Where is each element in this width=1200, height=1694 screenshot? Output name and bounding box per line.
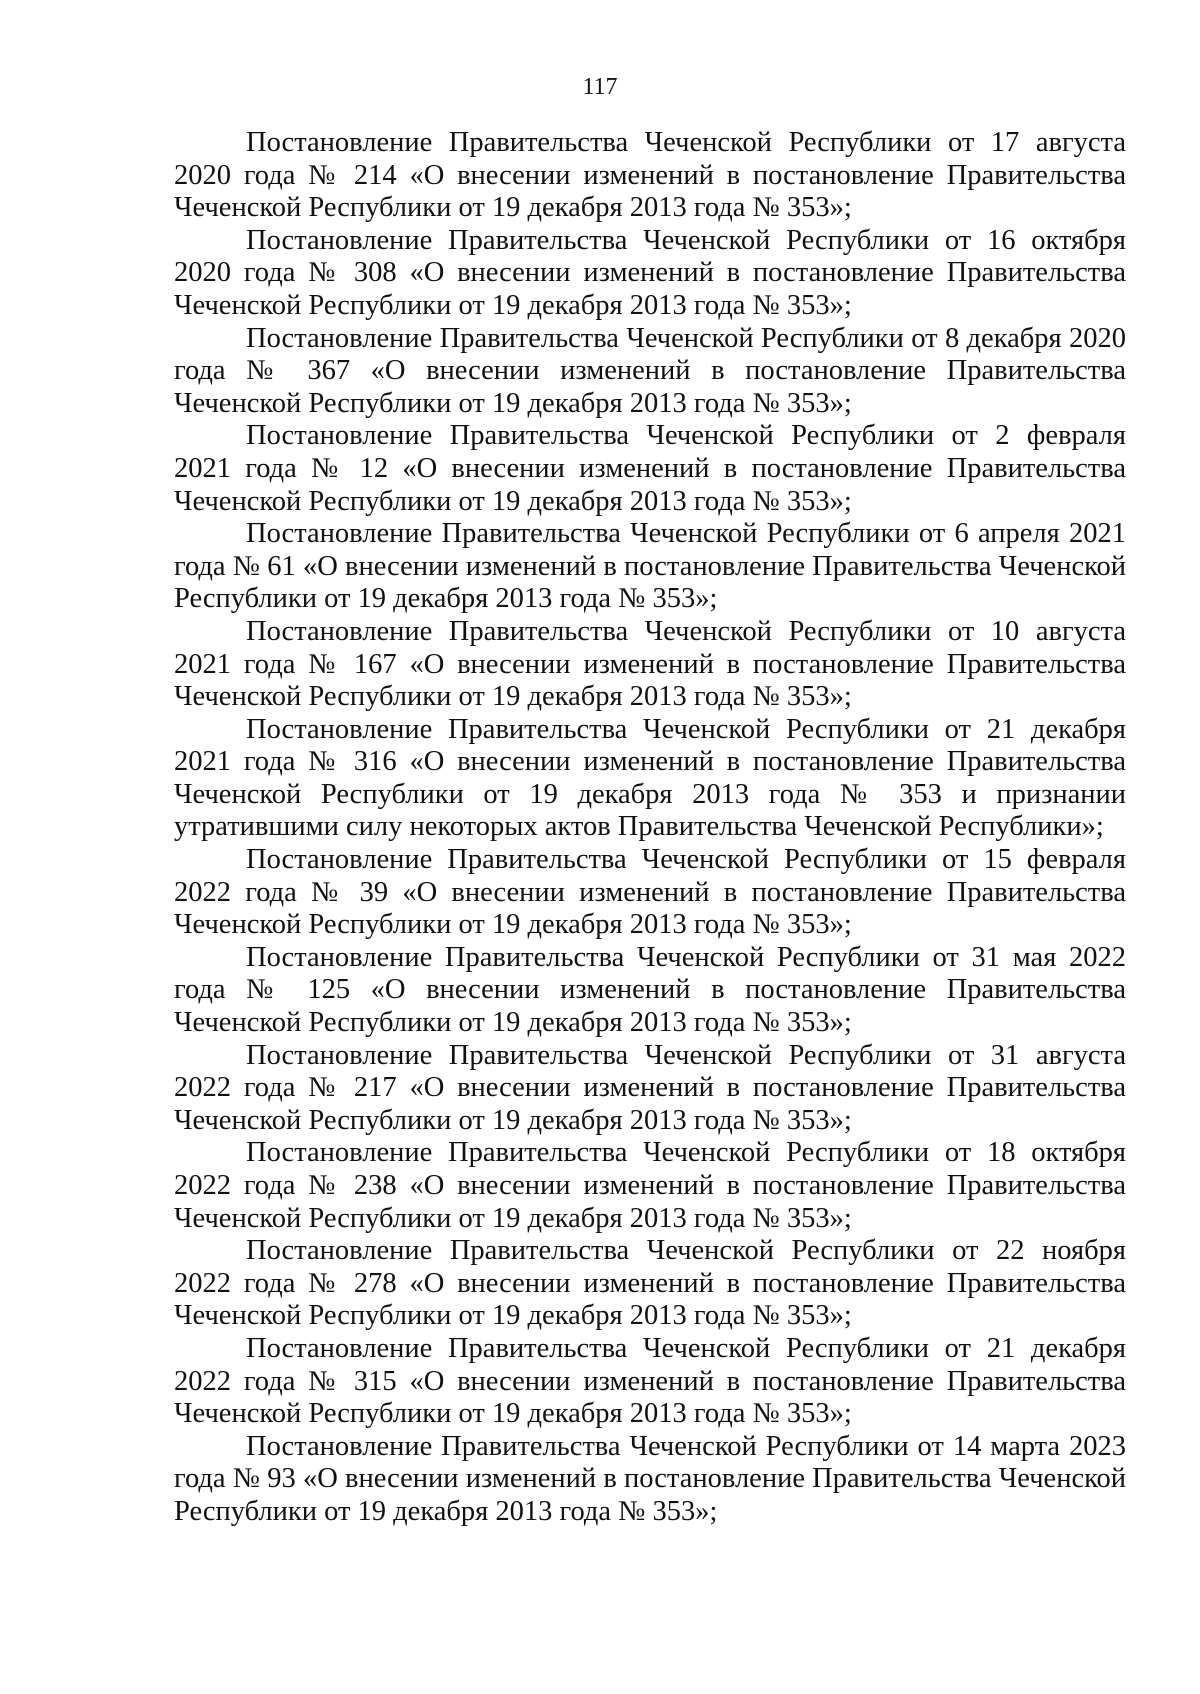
resolution-item: Постановление Правительства Чеченской Республики от 2 февраля 2021 года № 12 «О внесении изменений в постановление Правительства Чеченской Республики от 19 декабря 2013 года № 353»; [174, 420, 1126, 517]
resolution-item: Постановление Правительства Чеченской Республики от 10 августа 2021 года № 167 «О внесении изменений в постановление Правительства Чеченской Республики от 19 декабря 2013 года № 353»; [174, 615, 1126, 713]
resolution-item: Постановление Правительства Чеченской Республики от 18 октября 2022 года № 238 «О внесении изменений в постановление Правительства Чеченской Республики от 19 декабря 2013 года № 353»; [174, 1137, 1126, 1234]
resolution-item: Постановление Правительства Чеченской Республики от 31 августа 2022 года № 217 «О внесении изменений в постановление Правительства Чеченской Республики от 19 декабря 2013 года № 353»; [174, 1039, 1126, 1136]
resolution-item: Постановление Правительства Чеченской Республики от 21 декабря 2022 года № 315 «О внесении изменений в постановление Правительства Чеченской Республики от 19 декабря 2013 года № 353»; [174, 1332, 1126, 1430]
resolution-item: Постановление Правительства Чеченской Республики от 21 декабря 2021 года № 316 «О внесении изменений в постановление Правительства Чеченской Республики от 19 декабря 2013 года № 353 и признании утратившими силу некоторых актов Правительства Чеченской Республики»; [174, 713, 1126, 843]
resolution-item: Постановление Правительства Чеченской Республики от 31 мая 2022 года № 125 «О внесении изменений в постановление Правительства Чеченской Республики от 19 декабря 2013 года № 353»; [174, 941, 1126, 1039]
resolution-item: Постановление Правительства Чеченской Республики от 17 августа 2020 года № 214 «О внесении изменений в постановление Правительства Чеченской Республики от 19 декабря 2013 года № 353»; [174, 127, 1126, 224]
document-body [174, 127, 1126, 1529]
resolution-item: Постановление Правительства Чеченской Республики от 15 февраля 2022 года № 39 «О внесении изменений в постановление Правительства Чеченской Республики от 19 декабря 2013 года № 353»; [174, 844, 1126, 941]
resolution-item: Постановление Правительства Чеченской Республики от 8 декабря 2020 года № 367 «О внесении изменений в постановление Правительства Чеченской Республики от 19 декабря 2013 года № 353»; [174, 322, 1126, 419]
resolution-item: Постановление Правительства Чеченской Республики от 14 марта 2023 года № 93 «О внесении изменений в постановление Правительства Чеченской Республики от 19 декабря 2013 года № 353»; [174, 1430, 1126, 1527]
resolution-item: Постановление Правительства Чеченской Республики от 6 апреля 2021 года № 61 «О внесении изменений в постановление Правительства Чеченской Республики от 19 декабря 2013 года № 353»; [174, 518, 1126, 615]
page-number: 117 [582, 74, 618, 100]
resolution-item: Постановление Правительства Чеченской Республики от 16 октября 2020 года № 308 «О внесении изменений в постановление Правительства Чеченской Республики от 19 декабря 2013 года № 353»; [174, 224, 1126, 321]
resolution-item: Постановление Правительства Чеченской Республики от 22 ноября 2022 года № 278 «О внесении изменений в постановление Правительства Чеченской Республики от 19 декабря 2013 года № 353»; [174, 1235, 1126, 1332]
